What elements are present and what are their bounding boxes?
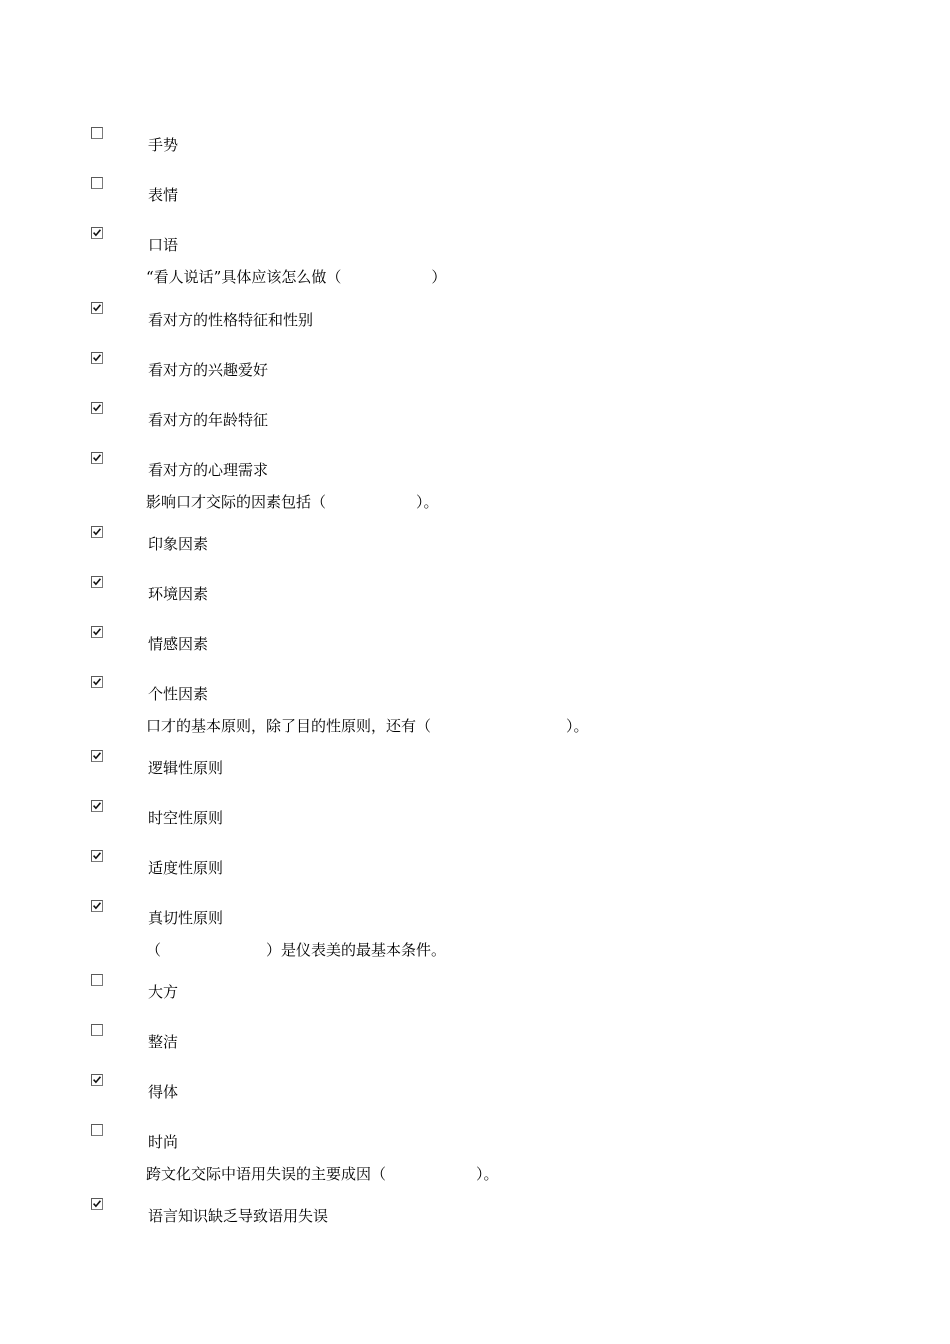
option-label: 逻辑性原则 <box>148 759 224 777</box>
option-label: 看对方的性格特征和性别 <box>148 311 314 329</box>
checkmark-icon <box>93 752 101 760</box>
checkmark-icon <box>93 528 101 536</box>
checkmark-icon <box>93 802 101 810</box>
option-label: 看对方的兴趣爱好 <box>148 361 269 379</box>
question-text: 影响口才交际的因素包括（ ）。 <box>146 493 439 511</box>
checkbox-unchecked[interactable] <box>91 974 103 986</box>
checkbox-checked[interactable] <box>91 1198 103 1210</box>
checkmark-icon <box>93 852 101 860</box>
checkbox-checked[interactable] <box>91 900 103 912</box>
checkbox-checked[interactable] <box>91 302 103 314</box>
checkbox-checked[interactable] <box>91 750 103 762</box>
option-label: 口语 <box>148 236 179 254</box>
checkbox-checked[interactable] <box>91 352 103 364</box>
checkmark-icon <box>93 454 101 462</box>
option-label: 个性因素 <box>148 685 209 703</box>
option-label: 大方 <box>148 983 179 1001</box>
option-label: 手势 <box>148 136 179 154</box>
checkbox-checked[interactable] <box>91 626 103 638</box>
option-label: 环境因素 <box>148 585 209 603</box>
checkbox-checked[interactable] <box>91 850 103 862</box>
question-text: 口才的基本原则，除了目的性原则，还有（ ）。 <box>146 717 589 735</box>
checkmark-icon <box>93 902 101 910</box>
option-label: 语言知识缺乏导致语用失误 <box>148 1207 329 1225</box>
checkbox-checked[interactable] <box>91 402 103 414</box>
checkbox-checked[interactable] <box>91 676 103 688</box>
option-label: 真切性原则 <box>148 909 224 927</box>
option-label: 情感因素 <box>148 635 209 653</box>
checkbox-checked[interactable] <box>91 227 103 239</box>
question-text: （ ）是仪表美的最基本条件。 <box>146 941 447 959</box>
option-label: 表情 <box>148 186 179 204</box>
option-label: 整洁 <box>148 1033 179 1051</box>
checkbox-unchecked[interactable] <box>91 177 103 189</box>
checkmark-icon <box>93 1076 101 1084</box>
checkmark-icon <box>93 1200 101 1208</box>
checkbox-checked[interactable] <box>91 576 103 588</box>
checkbox-checked[interactable] <box>91 1074 103 1086</box>
checkmark-icon <box>93 628 101 636</box>
checkmark-icon <box>93 404 101 412</box>
question-text: 跨文化交际中语用失误的主要成因（ ）。 <box>146 1165 499 1183</box>
option-label: 得体 <box>148 1083 179 1101</box>
option-label: 时空性原则 <box>148 809 224 827</box>
option-label: 时尚 <box>148 1133 179 1151</box>
checkbox-unchecked[interactable] <box>91 1024 103 1036</box>
checkmark-icon <box>93 578 101 586</box>
option-label: 看对方的年龄特征 <box>148 411 269 429</box>
checkmark-icon <box>93 304 101 312</box>
option-label: 印象因素 <box>148 535 209 553</box>
question-text: “看人说话”具体应该怎么做（ ） <box>146 268 447 286</box>
option-label: 看对方的心理需求 <box>148 461 269 479</box>
checkbox-checked[interactable] <box>91 526 103 538</box>
checkbox-checked[interactable] <box>91 452 103 464</box>
option-label: 适度性原则 <box>148 859 224 877</box>
checkbox-unchecked[interactable] <box>91 127 103 139</box>
checkmark-icon <box>93 678 101 686</box>
checkmark-icon <box>93 354 101 362</box>
checkbox-unchecked[interactable] <box>91 1124 103 1136</box>
checkbox-checked[interactable] <box>91 800 103 812</box>
checkmark-icon <box>93 229 101 237</box>
